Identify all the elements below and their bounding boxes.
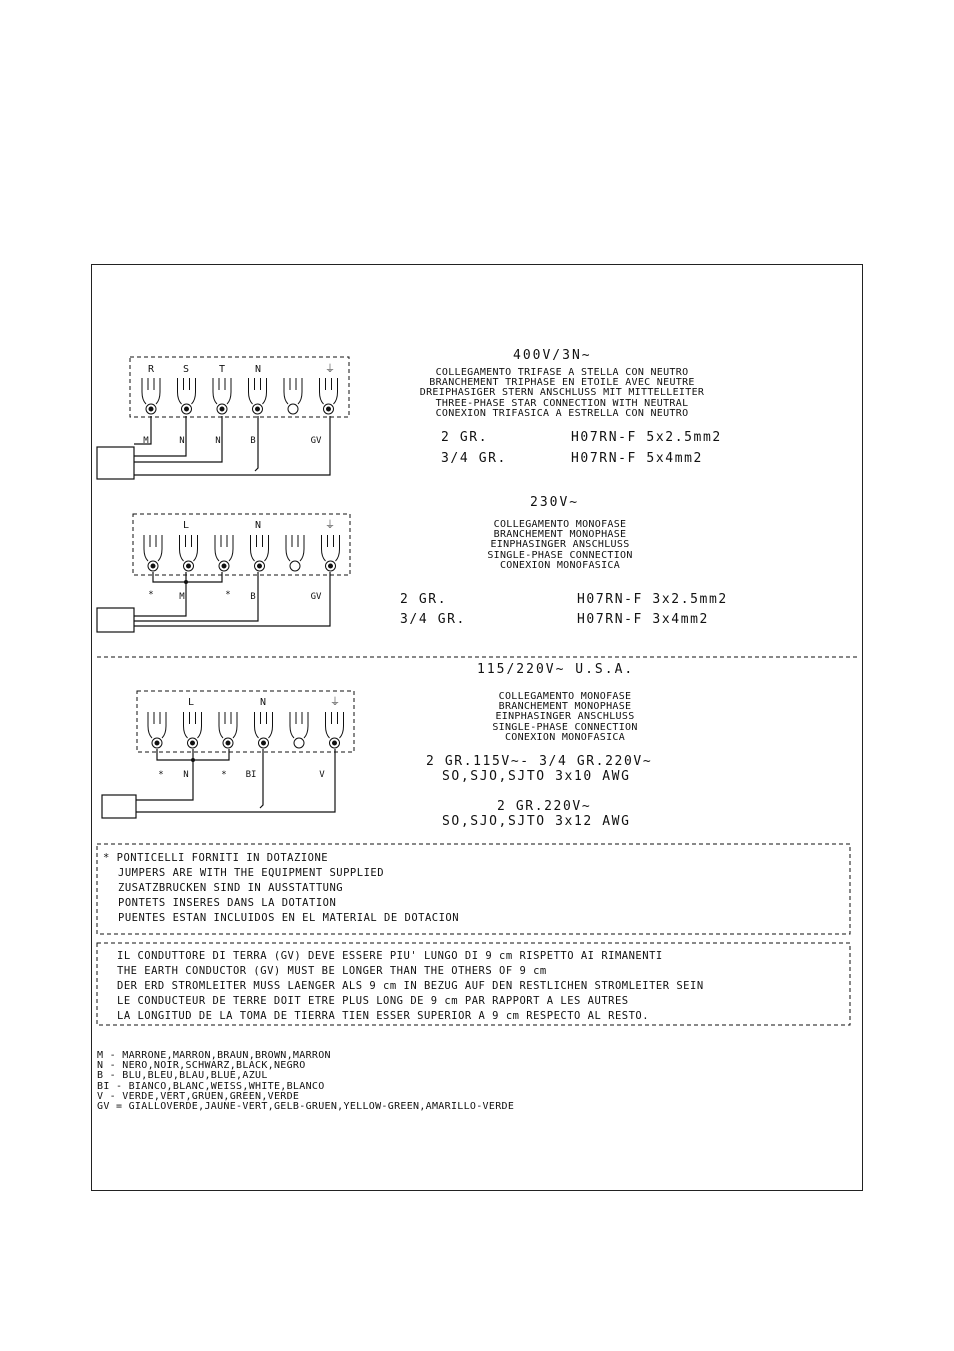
legend-item: BI - BIANCO,BLANC,WEISS,WHITE,BLANCO	[97, 1080, 325, 1092]
screw-terminal	[180, 535, 198, 571]
terminal-label-r: R	[147, 364, 155, 375]
terminal-labels-single-phase	[183, 519, 335, 531]
wire-labels-three-phase	[143, 436, 322, 446]
terminal-label-n: N	[259, 697, 267, 708]
wire-label: B	[250, 592, 256, 602]
wire-label: B	[250, 436, 256, 446]
screw-terminal	[148, 712, 166, 748]
legend-item: N - NERO,NOIR,SCHWARZ,BLACK,NEGRO	[97, 1060, 306, 1072]
spec-row: 3/4 GR.	[441, 451, 507, 466]
description-single-phase: COLLEGAMENTO MONOFASE BRANCHEMENT MONOPHASE EINPHASINGER ANSCHLUSS SINGLE-PHASE CONNECTION CONEXION MONOFASICA	[487, 519, 633, 571]
terminal-label-n: N	[254, 364, 262, 375]
terminal-label-l: L	[187, 697, 195, 708]
screw-terminal	[322, 535, 340, 571]
screw-terminal	[320, 378, 338, 414]
jumper-asterisk: *	[158, 770, 164, 780]
wire-label: N	[215, 436, 221, 446]
wires-usa	[102, 749, 335, 818]
earth-note: IL CONDUTTORE DI TERRA (GV) DEVE ESSERE PIU' LUNGO DI 9 cm RISPETTO AI RIMANENTI THE EARTH CONDUCTOR (GV) MUST BE LONGER THAN THE OTHERS OF 9 cm DER ERD STROMLEITER MUSS LAENGER ALS 9 cm IN BEZUG AUF DEN RESTLICHEN STROMLEITER SEIN LE CONDUCTEUR DE TERRE DOIT ETRE PLUS LONG DE 9 cm PAR RAPPORT A LES AUTRES LA LONGITUD DE LA TOMA DE TIERRA TIEN ESSER SUPERIOR A 9 cm RESPECTO AL RESTO.	[117, 950, 704, 1022]
spec-line: 2 GR.115V~- 3/4 GR.220V~	[426, 754, 653, 769]
wire-labels-single-phase	[148, 590, 322, 602]
description-three-phase: COLLEGAMENTO TRIFASE A STELLA CON NEUTRO BRANCHEMENT TRIPHASE EN ETOILE AVEC NEUTRE DREIPHASIGER STERN ANSCHLUSS MIT MITTELLEITER THREE-PHASE STAR CONNECTION WITH NEUTRAL CONEXION TRIFASICA A ESTRELLA CON NEUTRO	[419, 367, 705, 419]
spec-row: 3/4 GR.	[400, 612, 466, 627]
legend-item: GV = GIALLOVERDE,JAUNE-VERT,GELB-GRUEN,YELLOW-GREEN,AMARILLO-VERDE	[97, 1101, 515, 1113]
spec-cable: H07RN-F 3x4mm2	[577, 612, 709, 627]
wires-three-phase	[97, 416, 330, 479]
color-legend	[97, 1051, 514, 1112]
wire-labels-usa	[158, 770, 325, 780]
jumper-asterisk: *	[221, 770, 227, 780]
screw-terminal	[251, 535, 269, 571]
spec-cable: H07RN-F 5x2.5mm2	[571, 430, 722, 445]
jumper-note: * PONTICELLI FORNITI IN DOTAZIONE JUMPERS ARE WITH THE EQUIPMENT SUPPLIED ZUSATZBRUCKEN SIND IN AUSSTATTUNG PONTETS INSERES DANS LA DOTATION PUENTES ESTAN INCLUIDOS EN EL MATERIAL DE DOTACION	[103, 852, 460, 924]
screw-terminal	[215, 535, 233, 571]
voltage-title-single-phase: 230V~	[530, 495, 580, 510]
jumper-asterisk: *	[225, 590, 231, 600]
wires-single-phase	[97, 572, 330, 632]
screw-terminal	[178, 378, 196, 414]
wire-label: M	[179, 592, 185, 602]
screw-terminal	[184, 712, 202, 748]
earth-symbol-icon: ⏚	[325, 364, 335, 375]
screw-terminal	[144, 535, 162, 571]
terminal-label-t: T	[218, 364, 226, 375]
legend-item: M - MARRONE,MARRON,BRAUN,BROWN,MARRON	[97, 1050, 331, 1061]
screw-terminal	[286, 535, 304, 571]
wire-label: N	[183, 770, 189, 780]
jumper-asterisk: *	[148, 590, 154, 600]
voltage-title-usa: 115/220V~ U.S.A.	[477, 662, 635, 677]
earth-symbol-icon: ⏚	[325, 520, 335, 531]
wire-label: GV	[310, 592, 322, 602]
legend-item: V - VERDE,VERT,GRUEN,GREEN,VERDE	[97, 1090, 300, 1102]
screw-terminal	[326, 712, 344, 748]
voltage-title-three-phase: 400V/3N~	[513, 348, 592, 363]
spec-line: SO,SJO,SJTO 3x10 AWG	[442, 769, 631, 784]
terminal-block-usa	[137, 691, 354, 752]
spec-row: 2 GR.	[441, 430, 489, 445]
terminal-block-single-phase	[133, 514, 350, 575]
spec-line: SO,SJO,SJTO 3x12 AWG	[442, 814, 631, 829]
screw-terminal	[213, 378, 231, 414]
screw-terminal	[249, 378, 267, 414]
screw-terminal	[284, 378, 302, 414]
terminal-labels-three-phase	[148, 363, 335, 375]
wire-label: N	[179, 436, 185, 446]
screw-terminal	[142, 378, 160, 414]
wire-label: BI	[245, 770, 257, 780]
spec-line: 2 GR.220V~	[497, 799, 592, 814]
terminal-labels-usa	[188, 696, 340, 708]
screw-terminal	[255, 712, 273, 748]
spec-cable: H07RN-F 5x4mm2	[571, 451, 703, 466]
earth-symbol-icon: ⏚	[330, 697, 340, 708]
wire-label: GV	[310, 436, 322, 446]
screw-terminal	[219, 712, 237, 748]
terminal-block-three-phase	[130, 357, 349, 417]
description-usa: COLLEGAMENTO MONOFASE BRANCHEMENT MONOPHASE EINPHASINGER ANSCHLUSS SINGLE-PHASE CONNECTION CONEXION MONOFASICA	[492, 691, 638, 743]
terminal-label-n: N	[254, 520, 262, 531]
wire-label: V	[319, 770, 325, 780]
spec-row: 2 GR.	[400, 592, 448, 607]
terminal-label-s: S	[182, 364, 190, 375]
terminal-label-l: L	[182, 520, 190, 531]
screw-terminal	[290, 712, 308, 748]
legend-item: B - BLU,BLEU,BLAU,BLUE,AZUL	[97, 1070, 268, 1082]
spec-cable: H07RN-F 3x2.5mm2	[577, 592, 728, 607]
jumper-dots	[184, 580, 188, 584]
wire-label: M	[143, 436, 149, 446]
